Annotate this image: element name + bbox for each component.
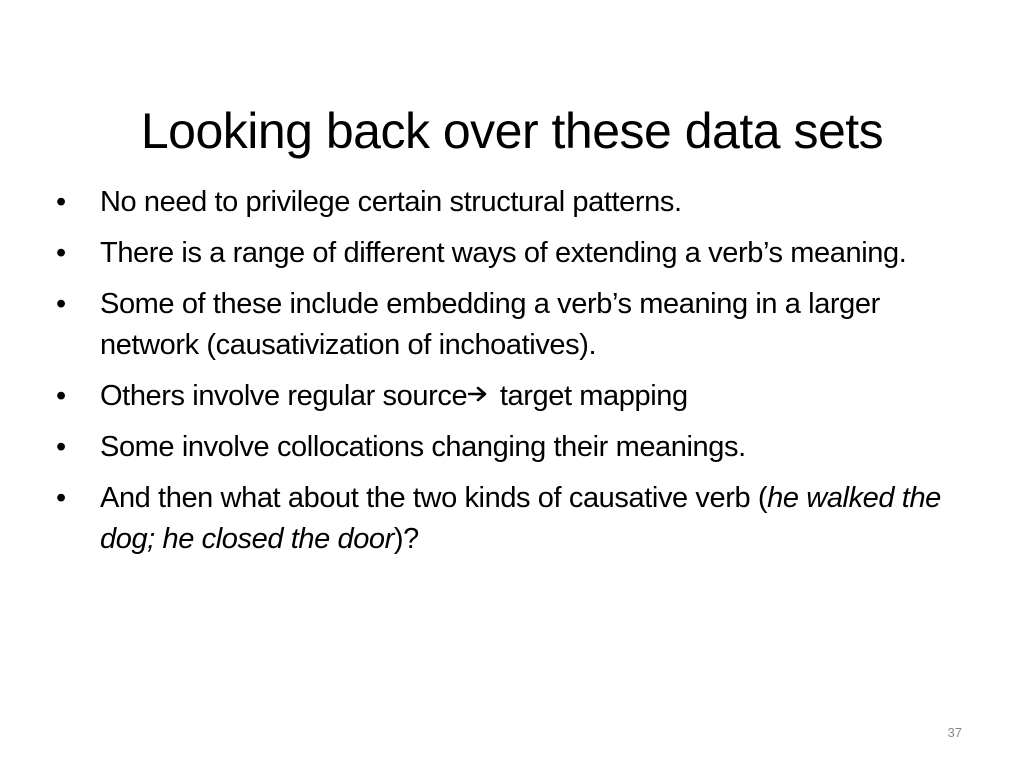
bullet-text: There is a range of different ways of extending a verb’s meaning. [100, 237, 907, 269]
bullet-dot-icon: • [56, 482, 66, 514]
bullet-text: Some involve collocations changing their meanings. [100, 431, 746, 463]
bullet-list [56, 182, 976, 570]
slide-number: 37 [947, 725, 962, 740]
bullet-dot-icon: • [56, 288, 66, 320]
bullet-item [56, 182, 976, 223]
bullet-text-end: )? [393, 523, 419, 555]
bullet-item [56, 427, 976, 468]
bullet-dot-icon: • [56, 237, 66, 269]
bullet-item [56, 233, 976, 274]
bullet-text: And then what about the two kinds of causative verb ( [100, 482, 768, 514]
right-arrow-icon [468, 386, 488, 402]
bullet-item [56, 478, 976, 560]
bullet-text-before-arrow: Others involve regular source [100, 380, 468, 412]
bullet-text: Some of these include embedding a verb’s meaning in a larger network (causativization of inchoatives). [100, 288, 880, 361]
bullet-example-italic: he walked the dog; he closed the door [100, 482, 941, 555]
slide-title: Looking back over these data sets [140, 102, 884, 159]
bullet-text: No need to privilege certain structural patterns. [100, 186, 682, 218]
bullet-text-after-arrow: target mapping [492, 380, 688, 412]
bullet-dot-icon: • [56, 431, 66, 463]
bullet-item [56, 284, 976, 366]
bullet-dot-icon: • [56, 186, 66, 218]
bullet-dot-icon: • [56, 380, 66, 412]
bullet-item [56, 376, 976, 417]
